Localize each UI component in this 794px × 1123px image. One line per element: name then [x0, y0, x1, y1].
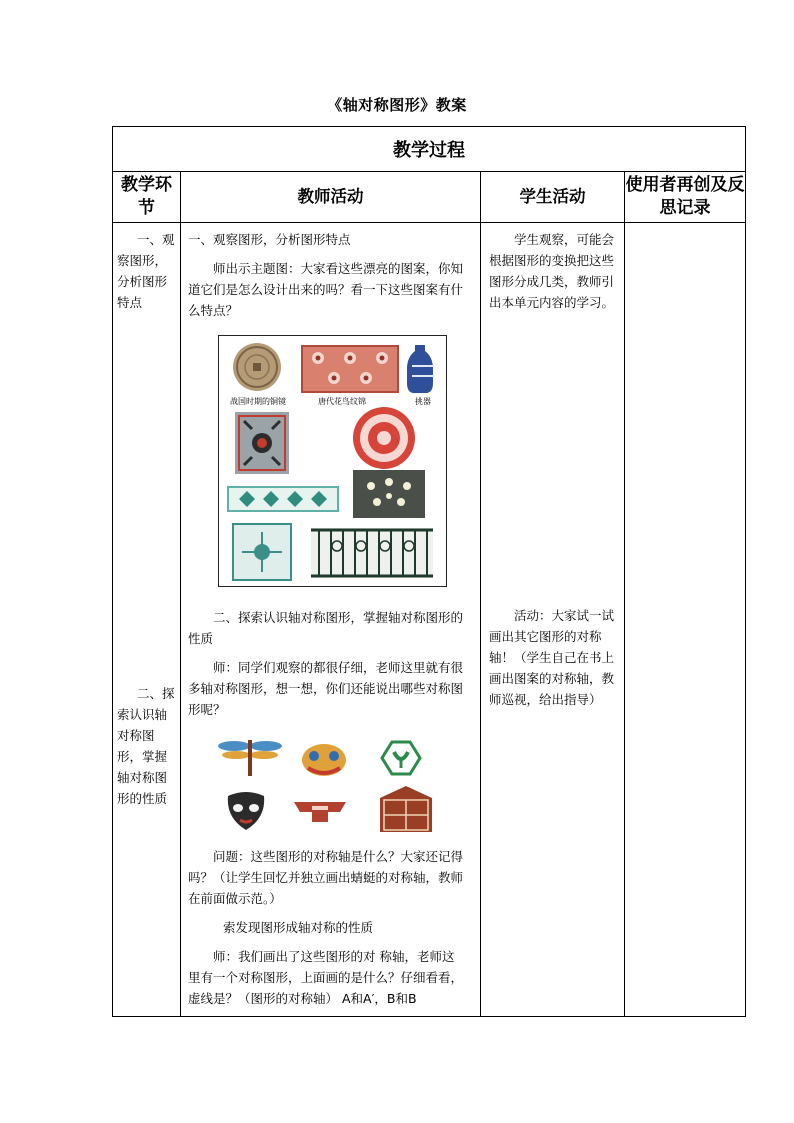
dragonfly-image: [218, 740, 282, 776]
column-header-student: 学生活动: [481, 172, 625, 223]
teacher-activity-cell: [181, 223, 481, 1017]
teacher-paragraph-discover: 索发现图形成轴对称的性质: [223, 920, 374, 935]
teacher-paragraph-axis: 师：我们画出了这些图形的对 称轴，老师这 里有一个对称图形，上面画的是什么？仔细看看，虚线是？（图形的对称轴） A和A′，B和B: [188, 949, 464, 1006]
stage-cell: [113, 223, 181, 1017]
student-activity-1: 学生观察，可能会根据图形的变换把这些图形分成几类，教师引出本单元内容的学习。: [489, 232, 615, 310]
process-header: 教学过程: [113, 127, 746, 172]
stage-2-text: 二、探索认识轴对称图形，掌握轴对称图形的性质: [117, 686, 175, 806]
iron-railing-image: [311, 528, 433, 578]
teacher-paragraph-question: 问题：这些图形的对称轴是什么？大家还记得吗？（让学生回忆并独立画出蜻蜓的对称轴，教师在前面做示范。）: [188, 849, 464, 906]
label-mirror: 战国时期的铜镜: [230, 397, 286, 406]
teal-tile-image: [233, 524, 291, 580]
reflection-cell: [625, 223, 746, 1017]
student-activity-2: 活动：大家试一试画出其它图形的对称轴！（学生自己在书上画出图案的对称轴，教师巡视，给出指导）: [489, 608, 615, 707]
student-activity-cell: [481, 223, 625, 1017]
opera-mask-image: [228, 792, 264, 830]
teacher-paragraph-symmetric: 师：同学们观察的都很仔细，老师这里就有很多轴对称图形，想一想，你们还能说出哪些对称图形呢？: [188, 660, 464, 717]
label-vase: 挑器: [415, 397, 431, 406]
symmetric-figures: [216, 738, 456, 834]
lesson-plan-table: [112, 126, 746, 1017]
wooden-window-image: [380, 786, 432, 832]
label-brocade: 唐代花鸟纹锦: [318, 397, 366, 406]
brocade-image: [302, 346, 398, 392]
column-header-reflection: 使用者再创及反思记录: [625, 172, 746, 223]
vase-image: [407, 345, 434, 393]
green-logo-image: [382, 742, 420, 774]
ceiling-lamp-image: [353, 470, 425, 518]
teacher-section-1-heading: 一、观察图形，分析图形特点: [188, 232, 351, 247]
carved-ornament-image: [294, 802, 346, 822]
theme-pattern-figure: [218, 335, 447, 587]
document-title: 《轴对称图形》教案: [327, 96, 467, 114]
column-header-stage: [113, 172, 181, 223]
decorative-mask-image: [302, 744, 346, 776]
stage-1-text: 一、观察图形，分析图形特点: [117, 232, 175, 310]
border-strip-image: [227, 486, 339, 512]
column-header-teacher: 教师活动: [181, 172, 481, 223]
column-header-stage-text: 教学环节: [121, 175, 172, 218]
bronze-mirror-image: [233, 343, 281, 391]
square-tile-image: [235, 412, 289, 474]
teacher-section-2-heading: 二、探索认识轴对称图形，掌握轴对称图形的性质: [188, 610, 464, 646]
teacher-paragraph-intro: 师出示主题图：大家看这些漂亮的图案，你知道它们是怎么设计出来的吗？看一下这些图案有什么特点？: [188, 261, 464, 318]
paper-cut-image: [353, 407, 415, 469]
